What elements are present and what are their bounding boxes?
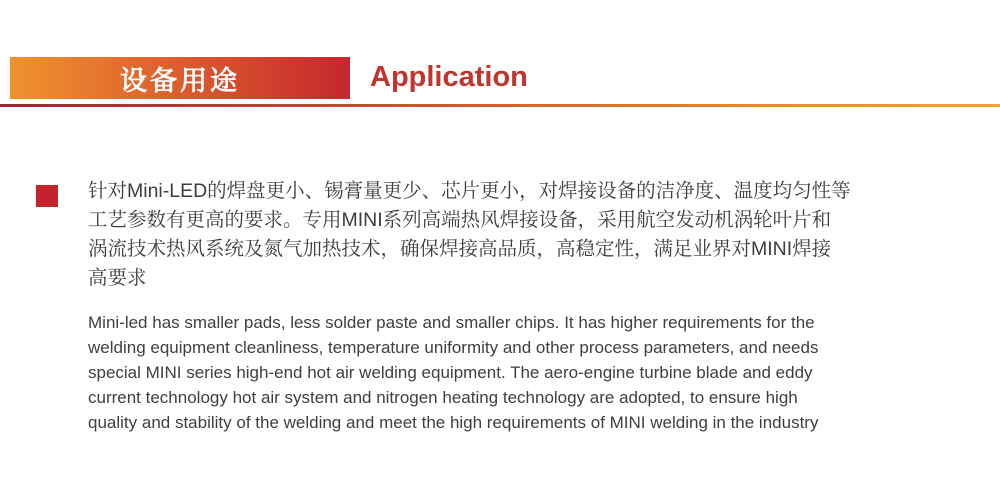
chinese-paragraph-line: 针对Mini-LED的焊盘更小、锡膏量更少、芯片更小，对焊接设备的洁净度、温度均匀性等: [88, 180, 851, 202]
english-paragraph-line: Mini-led has smaller pads, less solder paste and smaller chips. It has higher requirements for the: [88, 313, 815, 332]
english-paragraph-line: welding equipment cleanliness, temperature uniformity and other process parameters, and needs: [88, 338, 819, 357]
section-title-banner: [10, 57, 350, 99]
english-paragraph: [88, 310, 888, 435]
chinese-paragraph: [88, 177, 868, 293]
english-paragraph-line: special MINI series high-end hot air welding equipment. The aero-engine turbine blade and eddy: [88, 363, 813, 382]
section-title-chinese: 设备用途: [120, 65, 240, 96]
chinese-paragraph-line: 高要求: [88, 267, 147, 289]
chinese-paragraph-line: 涡流技术热风系统及氮气加热技术，确保焊接高品质，高稳定性，满足业界对MINI焊接: [88, 238, 832, 260]
red-square-bullet: [36, 185, 58, 207]
chinese-paragraph-line: 工艺参数有更高的要求。专用MINI系列高端热风焊接设备，采用航空发动机涡轮叶片和: [88, 209, 832, 231]
section-title-english: Application: [370, 61, 528, 93]
english-paragraph-line: quality and stability of the welding and meet the high requirements of MINI welding in the industry: [88, 413, 819, 432]
english-paragraph-line: current technology hot air system and nitrogen heating technology are adopted, to ensure high: [88, 388, 798, 407]
gradient-divider: [0, 104, 1000, 107]
